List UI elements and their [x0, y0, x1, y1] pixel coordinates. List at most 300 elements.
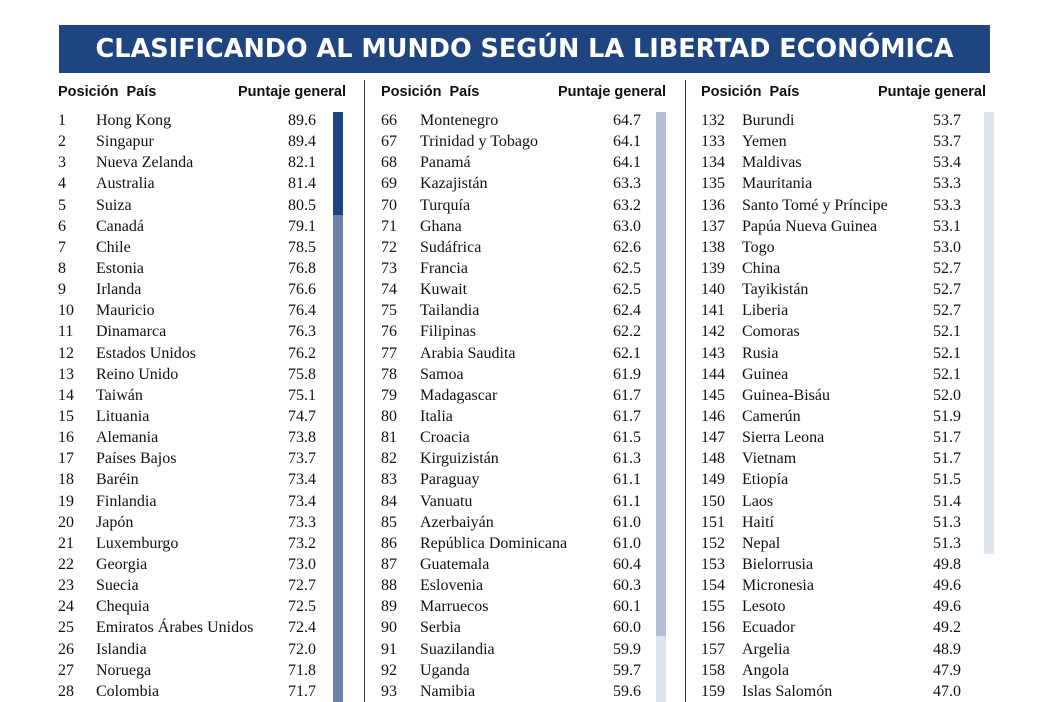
score-cell: 52.1 [933, 344, 961, 362]
rank-cell: 145 [701, 386, 725, 404]
table-row [381, 364, 666, 385]
country-cell: Islas Salomón [742, 682, 833, 700]
country-cell: Etiopía [742, 471, 789, 489]
country-cell: Burundi [742, 112, 795, 129]
country-cell: Micronesia [742, 577, 814, 595]
score-cell: 76.3 [288, 323, 316, 341]
rank-cell: 88 [381, 577, 397, 595]
country-cell: Panamá [420, 154, 471, 172]
table-row [701, 300, 986, 321]
table-row [701, 427, 986, 448]
country-cell: Laos [742, 492, 774, 510]
table-row [381, 448, 666, 469]
rank-cell: 82 [381, 450, 397, 468]
table-row [58, 448, 346, 469]
rank-cell: 147 [701, 429, 725, 447]
rank-cell: 141 [701, 302, 725, 320]
table-row [701, 385, 986, 406]
score-cell: 79.1 [288, 217, 316, 235]
rank-cell: 138 [701, 238, 725, 256]
country-cell: Tayikistán [742, 281, 809, 299]
table-row [701, 279, 986, 300]
score-cell: 73.8 [288, 429, 316, 447]
score-cell: 61.9 [613, 365, 641, 383]
score-cell: 72.7 [288, 577, 316, 595]
table-row [58, 596, 346, 617]
country-cell: Islandia [96, 640, 147, 658]
score-cell: 62.5 [613, 259, 641, 277]
country-cell: Maldivas [742, 154, 802, 172]
score-cell: 62.4 [613, 302, 641, 320]
rank-cell: 92 [381, 661, 397, 679]
country-cell: Arabia Saudita [420, 344, 516, 362]
table-row [58, 639, 346, 660]
country-cell: Croacia [420, 429, 470, 447]
rank-cell: 8 [58, 259, 66, 277]
score-cell: 81.4 [288, 175, 316, 193]
rank-cell: 12 [58, 344, 74, 362]
rank-cell: 20 [58, 513, 74, 531]
country-cell: Marruecos [420, 598, 489, 616]
rank-cell: 79 [381, 386, 397, 404]
country-cell: Finlandia [96, 492, 157, 510]
score-cell: 53.7 [933, 112, 961, 129]
country-cell: Guinea [742, 365, 789, 383]
country-cell: Filipinas [420, 323, 477, 341]
country-cell: Uganda [420, 661, 470, 679]
table-row [381, 427, 666, 448]
table-row [58, 469, 346, 490]
country-cell: Lesoto [742, 598, 786, 616]
header-country: País [449, 84, 480, 100]
country-cell: Estados Unidos [96, 344, 196, 362]
score-cell: 62.5 [613, 281, 641, 299]
rank-cell: 154 [701, 577, 725, 595]
score-cell: 52.7 [933, 281, 961, 299]
rank-cell: 70 [381, 196, 397, 214]
country-cell: Bielorrusia [742, 555, 814, 573]
table-row [701, 110, 986, 131]
ranking-rows [381, 110, 666, 702]
header-score: Puntaje general [878, 84, 986, 100]
score-cell: 49.6 [933, 577, 961, 595]
score-cell: 52.0 [933, 386, 961, 404]
rank-cell: 146 [701, 407, 725, 425]
table-row [381, 469, 666, 490]
table-row [58, 237, 346, 258]
country-cell: Ecuador [742, 619, 796, 637]
country-cell: Australia [96, 175, 155, 193]
country-cell: Vietnam [742, 450, 797, 468]
header-position: Posición [381, 84, 442, 100]
country-cell: Montenegro [420, 112, 499, 129]
rank-cell: 7 [58, 238, 66, 256]
country-cell: Taiwán [96, 386, 143, 404]
country-cell: Reino Unido [96, 365, 179, 383]
table-row [381, 131, 666, 152]
country-cell: Japón [96, 513, 134, 531]
score-cell: 73.3 [288, 513, 316, 531]
country-cell: Angola [742, 661, 790, 679]
table-row [701, 469, 986, 490]
table-row [58, 195, 346, 216]
rank-cell: 4 [58, 175, 66, 193]
table-row [701, 554, 986, 575]
score-cell: 60.1 [613, 598, 641, 616]
rank-cell: 84 [381, 492, 397, 510]
table-row [58, 152, 346, 173]
rank-cell: 80 [381, 407, 397, 425]
header-score: Puntaje general [238, 84, 346, 100]
score-cell: 82.1 [288, 154, 316, 172]
table-row [381, 533, 666, 554]
rank-cell: 69 [381, 175, 397, 193]
table-row [701, 639, 986, 660]
country-cell: Paraguay [420, 471, 480, 489]
country-cell: Togo [742, 238, 775, 256]
rank-cell: 27 [58, 661, 74, 679]
score-cell: 53.1 [933, 217, 961, 235]
rank-cell: 144 [701, 365, 725, 383]
score-cell: 62.1 [613, 344, 641, 362]
score-cell: 61.0 [613, 534, 641, 552]
score-cell: 61.0 [613, 513, 641, 531]
country-cell: Georgia [96, 555, 148, 573]
tier-bar-mostly-unfree [984, 112, 994, 554]
header-position: Posición [701, 84, 762, 100]
table-row [381, 195, 666, 216]
rank-cell: 77 [381, 344, 397, 362]
country-cell: Sierra Leona [742, 429, 825, 447]
table-row [701, 173, 986, 194]
table-row [381, 321, 666, 342]
score-cell: 51.3 [933, 513, 961, 531]
column-header [381, 84, 666, 104]
score-cell: 51.5 [933, 471, 961, 489]
rank-cell: 78 [381, 365, 397, 383]
country-cell: Yemen [742, 133, 787, 151]
country-cell: República Dominicana [420, 534, 568, 552]
country-cell: Ghana [420, 217, 462, 235]
rank-cell: 15 [58, 407, 74, 425]
rank-cell: 139 [701, 259, 725, 277]
country-cell: Colombia [96, 682, 160, 700]
rank-cell: 135 [701, 175, 725, 193]
rank-cell: 93 [381, 682, 397, 700]
score-cell: 61.1 [613, 492, 641, 510]
country-cell: Guinea-Bisáu [742, 386, 830, 404]
score-cell: 62.6 [613, 238, 641, 256]
table-row [381, 152, 666, 173]
table-row [381, 681, 666, 702]
score-cell: 89.4 [288, 133, 316, 151]
table-row [701, 195, 986, 216]
table-row [58, 258, 346, 279]
table-row [58, 110, 346, 131]
table-row [701, 660, 986, 681]
score-cell: 73.4 [288, 471, 316, 489]
column-header [701, 84, 986, 104]
score-cell: 47.0 [933, 682, 961, 700]
country-cell: Camerún [742, 407, 801, 425]
country-cell: Papúa Nueva Guinea [742, 217, 878, 235]
table-row [58, 216, 346, 237]
table-row [58, 343, 346, 364]
table-row [381, 660, 666, 681]
rank-cell: 14 [58, 386, 74, 404]
rank-cell: 148 [701, 450, 725, 468]
country-cell: Sudáfrica [420, 238, 482, 256]
table-row [58, 660, 346, 681]
rank-cell: 81 [381, 429, 397, 447]
score-cell: 52.1 [933, 365, 961, 383]
rank-cell: 90 [381, 619, 397, 637]
rank-cell: 91 [381, 640, 397, 658]
rank-cell: 18 [58, 471, 74, 489]
rank-cell: 89 [381, 598, 397, 616]
table-row [381, 110, 666, 131]
score-cell: 53.3 [933, 175, 961, 193]
rank-cell: 155 [701, 598, 725, 616]
table-row [701, 321, 986, 342]
table-row [381, 596, 666, 617]
country-cell: Kuwait [420, 281, 468, 299]
table-row [58, 554, 346, 575]
score-cell: 52.7 [933, 259, 961, 277]
rank-cell: 5 [58, 196, 66, 214]
country-cell: Emiratos Árabes Unidos [96, 619, 254, 637]
country-cell: Luxemburgo [96, 534, 179, 552]
country-cell: Namibia [420, 682, 476, 700]
score-cell: 61.3 [613, 450, 641, 468]
rank-cell: 25 [58, 619, 74, 637]
table-row [701, 491, 986, 512]
country-cell: Chile [96, 238, 131, 256]
table-row [381, 512, 666, 533]
score-cell: 51.9 [933, 407, 961, 425]
rank-cell: 9 [58, 281, 66, 299]
table-row [58, 406, 346, 427]
score-cell: 89.6 [288, 112, 316, 129]
header-score: Puntaje general [558, 84, 666, 100]
table-row [58, 364, 346, 385]
rank-cell: 151 [701, 513, 725, 531]
country-cell: Dinamarca [96, 323, 167, 341]
rank-cell: 10 [58, 302, 74, 320]
score-cell: 53.3 [933, 196, 961, 214]
country-cell: Suazilandia [420, 640, 495, 658]
rank-cell: 86 [381, 534, 397, 552]
table-row [58, 427, 346, 448]
score-cell: 59.9 [613, 640, 641, 658]
rank-cell: 19 [58, 492, 74, 510]
table-row [381, 343, 666, 364]
header-country: País [769, 84, 800, 100]
table-row [381, 406, 666, 427]
country-cell: Samoa [420, 365, 464, 383]
score-cell: 72.4 [288, 619, 316, 637]
score-cell: 80.5 [288, 196, 316, 214]
country-cell: Estonia [96, 259, 144, 277]
score-cell: 73.0 [288, 555, 316, 573]
score-cell: 52.1 [933, 323, 961, 341]
table-row [58, 385, 346, 406]
rank-cell: 158 [701, 661, 725, 679]
table-row [381, 575, 666, 596]
table-row [701, 343, 986, 364]
country-cell: Singapur [96, 133, 154, 151]
score-cell: 76.6 [288, 281, 316, 299]
score-cell: 53.7 [933, 133, 961, 151]
country-cell: Turquía [420, 196, 471, 214]
rank-cell: 134 [701, 154, 725, 172]
rank-cell: 76 [381, 323, 397, 341]
country-cell: Haití [742, 513, 774, 531]
country-cell: Suecia [96, 577, 139, 595]
score-cell: 60.3 [613, 577, 641, 595]
table-row [58, 279, 346, 300]
rank-cell: 74 [381, 281, 397, 299]
country-cell: China [742, 259, 781, 277]
score-cell: 64.1 [613, 133, 641, 151]
score-cell: 72.0 [288, 640, 316, 658]
score-cell: 62.2 [613, 323, 641, 341]
ranking-column-1 [58, 80, 346, 702]
score-cell: 51.7 [933, 450, 961, 468]
rank-cell: 66 [381, 112, 397, 129]
table-row [701, 131, 986, 152]
country-cell: Kirguizistán [420, 450, 499, 468]
rank-cell: 2 [58, 133, 66, 151]
country-cell: Rusia [742, 344, 779, 362]
score-cell: 64.1 [613, 154, 641, 172]
country-cell: Serbia [420, 619, 461, 637]
rank-cell: 26 [58, 640, 74, 658]
score-cell: 63.0 [613, 217, 641, 235]
score-cell: 61.7 [613, 407, 641, 425]
score-cell: 74.7 [288, 407, 316, 425]
score-cell: 75.1 [288, 386, 316, 404]
country-cell: Mauricio [96, 302, 155, 320]
table-row [381, 258, 666, 279]
table-row [701, 258, 986, 279]
score-cell: 73.4 [288, 492, 316, 510]
rank-cell: 21 [58, 534, 74, 552]
header-position: Posición [58, 84, 119, 100]
rank-cell: 156 [701, 619, 725, 637]
ranking-column-3 [701, 80, 986, 702]
rank-cell: 73 [381, 259, 397, 277]
score-cell: 48.9 [933, 640, 961, 658]
country-cell: Azerbaiyán [420, 513, 494, 531]
score-cell: 61.7 [613, 386, 641, 404]
country-cell: Lituania [96, 407, 150, 425]
country-cell: Guatemala [420, 555, 490, 573]
table-row [701, 237, 986, 258]
score-cell: 49.8 [933, 555, 961, 573]
score-cell: 61.5 [613, 429, 641, 447]
table-row [701, 216, 986, 237]
table-row [58, 131, 346, 152]
country-cell: Noruega [96, 661, 152, 679]
country-cell: Liberia [742, 302, 789, 320]
table-row [58, 533, 346, 554]
tier-bar-mostly-free [333, 215, 343, 702]
table-row [701, 533, 986, 554]
rank-cell: 75 [381, 302, 397, 320]
country-cell: Madagascar [420, 386, 498, 404]
column-divider-2 [685, 80, 686, 702]
table-row [58, 617, 346, 638]
tier-bar-moderately-free [656, 112, 666, 636]
country-cell: Francia [420, 259, 468, 277]
score-cell: 72.5 [288, 598, 316, 616]
rank-cell: 71 [381, 217, 397, 235]
rank-cell: 159 [701, 682, 725, 700]
table-row [381, 279, 666, 300]
table-row [381, 237, 666, 258]
rank-cell: 11 [58, 323, 74, 341]
table-row [701, 596, 986, 617]
table-row [58, 512, 346, 533]
table-row [381, 385, 666, 406]
column-header [58, 84, 346, 104]
country-cell: Alemania [96, 429, 159, 447]
country-cell: Mauritania [742, 175, 813, 193]
score-cell: 49.6 [933, 598, 961, 616]
header-country: País [126, 84, 157, 100]
ranking-rows [58, 110, 346, 702]
rank-cell: 153 [701, 555, 725, 573]
score-cell: 76.8 [288, 259, 316, 277]
country-cell: Nueva Zelanda [96, 154, 194, 172]
rank-cell: 142 [701, 323, 725, 341]
country-cell: Trinidad y Tobago [420, 133, 538, 151]
table-row [381, 617, 666, 638]
table-row [58, 491, 346, 512]
rank-cell: 17 [58, 450, 74, 468]
country-cell: Baréin [96, 471, 139, 489]
table-row [381, 216, 666, 237]
score-cell: 64.7 [613, 112, 641, 129]
score-cell: 47.9 [933, 661, 961, 679]
score-cell: 60.4 [613, 555, 641, 573]
score-cell: 51.3 [933, 534, 961, 552]
table-row [381, 173, 666, 194]
table-row [701, 617, 986, 638]
score-cell: 73.7 [288, 450, 316, 468]
ranking-rows [701, 110, 986, 702]
table-row [701, 512, 986, 533]
rank-cell: 83 [381, 471, 397, 489]
table-row [701, 364, 986, 385]
table-row [381, 300, 666, 321]
rank-cell: 149 [701, 471, 725, 489]
country-cell: Eslovenia [420, 577, 484, 595]
score-cell: 59.7 [613, 661, 641, 679]
rank-cell: 152 [701, 534, 725, 552]
country-cell: Tailandia [420, 302, 480, 320]
country-cell: Hong Kong [96, 112, 172, 129]
score-cell: 59.6 [613, 682, 641, 700]
score-cell: 76.4 [288, 302, 316, 320]
score-cell: 52.7 [933, 302, 961, 320]
rank-cell: 28 [58, 682, 74, 700]
rank-cell: 16 [58, 429, 74, 447]
rank-cell: 157 [701, 640, 725, 658]
table-row [381, 639, 666, 660]
tier-bar-free [333, 112, 343, 215]
